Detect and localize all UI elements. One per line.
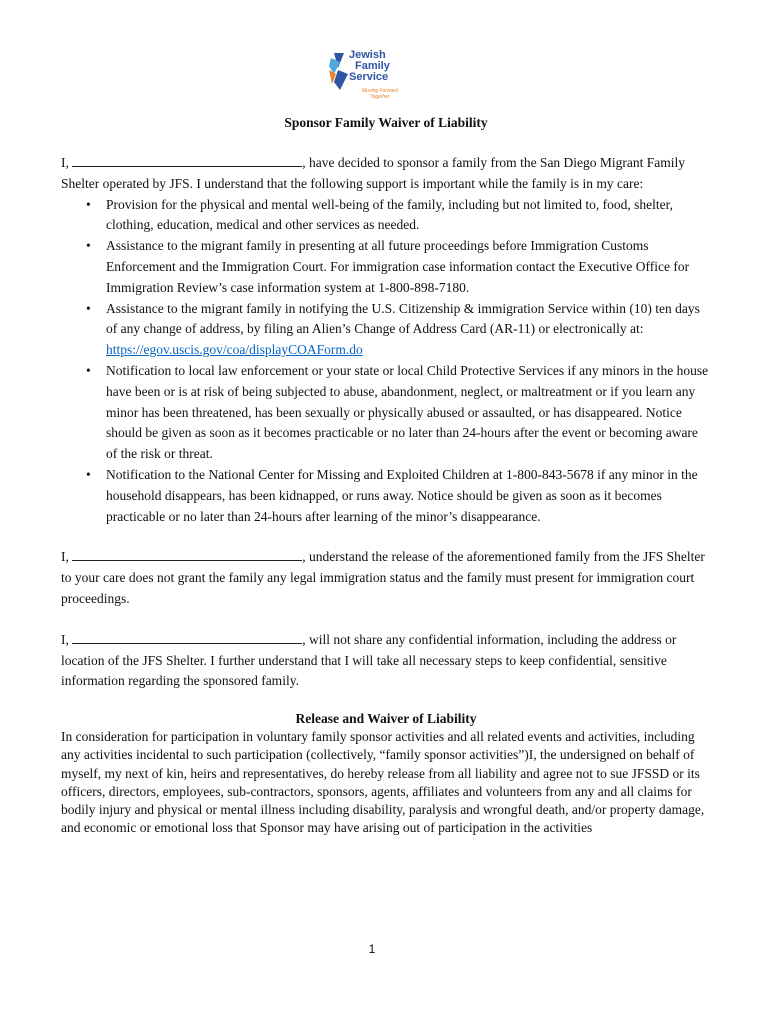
release-paragraph xyxy=(61,547,711,609)
jfs-logo xyxy=(328,50,418,106)
confidential-paragraph xyxy=(61,630,711,692)
address-bullet-text: Assistance to the migrant family in notifying the U.S. Citizenship & immigration Service within (10) ten days of any change of address, by filing an Alien’s Change of Address Card (AR-11) or electronically at: xyxy=(106,300,700,337)
sponsor-name-blank-3 xyxy=(72,631,302,644)
list-item: • Notification to local law enforcement or your state or local Child Protective Services if any minors in the house have been or is at risk of being subjected to abuse, abandonment, neglect, or maltreatment or if you learn any minor has been threatened, has been sexually or physically abused or assaulted, or has disappeared. Notice should be given as soon as it becomes practicable or no later than 24-hours after the event or becoming aware of the risk or threat. xyxy=(106,361,711,465)
logo-tagline-2: Together xyxy=(370,94,390,100)
list-item: • Notification to the National Center for Missing and Exploited Children at 1-800-843-5678 if any minor in the household disappears, has been kidnapped, or runs away. Notice should be given as soon as it becomes practicable or no later than 24-hours after learning of the minor’s disappearance. xyxy=(106,465,711,527)
page-number: 1 xyxy=(368,942,376,956)
logo-tagline-1: Moving Forward xyxy=(362,88,398,94)
list-item: • Provision for the physical and mental well-being of the family, including but not limited to, food, shelter, clothing, education, medical and other services as needed. xyxy=(106,195,711,237)
intro-text: , have decided to sponsor a family from the San Diego Migrant Family Shelter operated by JFS. I understand that the following support is important while the family is in my care: xyxy=(61,155,686,191)
release-waiver-paragraph: In consideration for participation in voluntary family sponsor activities and all related events and activities, including any activities incidental to such participation (collectively, “family sponsor activities”)I, the undersigned on behalf of myself, my next of kin, heirs and representatives, do hereby release from all liability and agree not to sue JFSSD or its officers, directors, employees, sub-contractors, sponsors, agents, affiliates and volunteers from any and all claims for bodily injury and physical or mental illness including disability, paralysis and wrongful death, and/or property damage, and economic or emotional loss that Sponsor may have arising out of participation in the activities xyxy=(61,729,705,836)
logo-tagline xyxy=(362,88,418,100)
list-item: • Assistance to the migrant family in presenting at all future proceedings before Immigration Customs Enforcement and the Immigration Court. For immigration case information contact the Executive Office for Immigration Review’s case information system at 1-800-898-7180. xyxy=(106,236,711,298)
document-title: Sponsor Family Waiver of Liability xyxy=(284,115,488,130)
release-text: , understand the release of the aforementioned family from the JFS Shelter to your care does not grant the family any legal immigration status and the family must present for immigration court proceedings. xyxy=(61,549,705,606)
release-prefix: I, xyxy=(61,549,69,565)
confidential-prefix: I, xyxy=(61,631,69,647)
release-waiver-title: Release and Waiver of Liability xyxy=(295,711,477,727)
confidential-text: , will not share any confidential information, including the address or location of the JFS Shelter. I further understand that I will take all necessary steps to keep confidential, sensitive information regarding the sponsored family. xyxy=(61,631,677,689)
intro-prefix: I, xyxy=(61,155,69,170)
intro-paragraph xyxy=(61,153,711,195)
logo-line-1: Jewish xyxy=(349,49,386,61)
logo-line-3: Service xyxy=(349,71,389,83)
uscis-coa-link[interactable]: https://egov.uscis.gov/coa/displayCOAForm.do xyxy=(106,342,363,358)
jfs-emblem-icon xyxy=(328,52,350,92)
logo-line-2: Family xyxy=(355,60,390,72)
sponsor-name-blank-1 xyxy=(72,154,302,167)
sponsor-name-blank-2 xyxy=(72,548,302,561)
document-body xyxy=(61,113,711,837)
list-item xyxy=(106,299,711,361)
care-list xyxy=(61,195,711,528)
logo-name xyxy=(349,50,419,83)
